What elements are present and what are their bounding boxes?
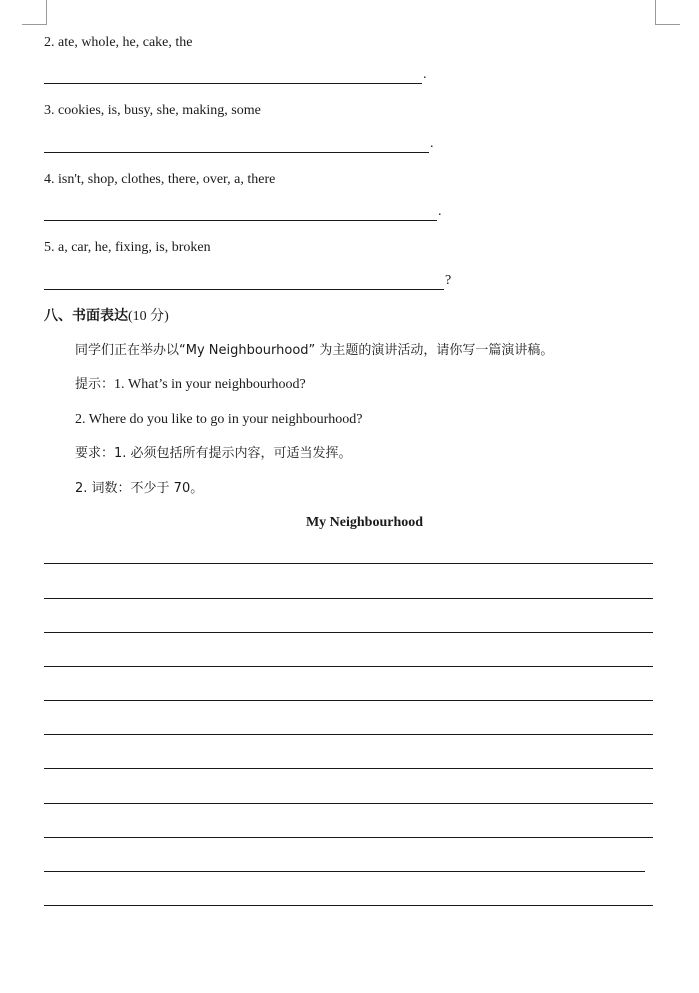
page-corner-mark-left: [22, 0, 47, 25]
section-score: (10 分): [128, 309, 169, 324]
writing-line[interactable]: [44, 837, 653, 838]
section-title: 书面表达: [72, 308, 128, 324]
question-4: [44, 171, 275, 189]
question-words: isn't, shop, clothes, there, over, a, there: [58, 172, 276, 187]
question-number: 5.: [44, 240, 55, 255]
question-words: cookies, is, busy, she, making, some: [58, 103, 261, 118]
writing-line[interactable]: [44, 768, 653, 769]
writing-line[interactable]: [44, 563, 653, 564]
writing-line[interactable]: [44, 871, 645, 872]
hint-2-text: 2. Where do you like to go in your neighbourhood?: [75, 412, 363, 427]
end-mark: .: [423, 67, 427, 82]
question-number: 4.: [44, 172, 55, 187]
answer-blank[interactable]: [44, 275, 444, 290]
essay-title: My Neighbourhood: [305, 515, 424, 530]
writing-line[interactable]: [44, 734, 653, 735]
writing-line[interactable]: [44, 700, 653, 701]
question-words: a, car, he, fixing, is, broken: [58, 240, 211, 255]
requirement-1-text: 1. 必须包括所有提示内容，可适当发挥。: [114, 446, 352, 461]
question-5: [44, 239, 211, 257]
end-mark: .: [438, 204, 442, 219]
task-requirement-1: [75, 445, 352, 463]
task-hint-1: [75, 376, 306, 394]
question-number: 3.: [44, 103, 55, 118]
answer-line-3[interactable]: [44, 135, 434, 153]
hint-1-text: 1. What’s in your neighbourhood?: [114, 377, 306, 392]
writing-line[interactable]: [44, 905, 653, 906]
section-number: 八、: [44, 308, 72, 324]
requirement-2-text: 2. 词数：不少于 70。: [75, 481, 204, 496]
writing-line[interactable]: [44, 632, 653, 633]
question-3: [44, 102, 261, 120]
requirement-label: 要求：: [75, 446, 115, 461]
end-mark: .: [430, 136, 434, 151]
hint-label: 提示：: [75, 377, 115, 392]
task-intro: 同学们正在举办以“My Neighbourhood” 为主题的演讲活动，请你写一篇演讲稿。: [75, 343, 554, 358]
question-number: 2.: [44, 35, 55, 50]
answer-line-4[interactable]: [44, 203, 442, 221]
section-heading: [44, 307, 169, 326]
page-corner-mark-right: [655, 0, 680, 25]
end-mark: ?: [445, 273, 452, 288]
question-2: [44, 34, 193, 52]
answer-blank[interactable]: [44, 138, 429, 153]
task-requirement-2: [75, 480, 203, 498]
task-hint-2: [75, 411, 362, 429]
writing-line[interactable]: [44, 803, 653, 804]
question-words: ate, whole, he, cake, the: [58, 35, 193, 50]
answer-line-5[interactable]: [44, 272, 451, 290]
answer-blank[interactable]: [44, 69, 422, 84]
answer-line-2[interactable]: [44, 66, 427, 84]
writing-line[interactable]: [44, 666, 653, 667]
writing-line[interactable]: [44, 598, 653, 599]
answer-blank[interactable]: [44, 206, 437, 221]
